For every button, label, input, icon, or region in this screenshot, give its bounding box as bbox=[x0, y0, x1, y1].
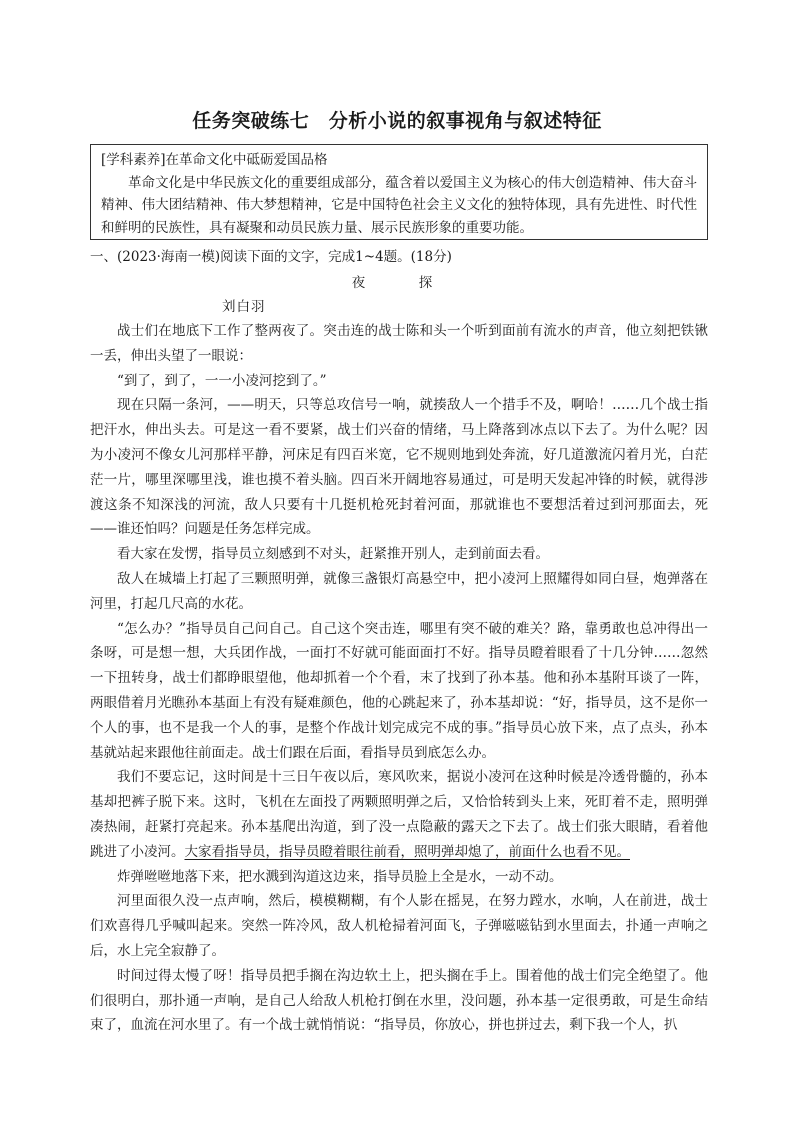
page-title: 任务突破练七 分析小说的叙事视角与叙述特征 bbox=[192, 110, 602, 132]
paragraph: 现在只隔一条河，——明天，只等总攻信号一响，就揍敌人一个措手不及，啊哈！……几个战士指把汗水，伸出头去。可是这一看不要紧，战士们兴奋的情绪，马上降落到冰点以下去了。为什么呢？因为小凌河不像女儿河那样平静，河床足有四百米宽，它不规则地到处奔流，好几道激流闪着月光，白茫茫一片，哪里深哪里浅，谁也摸不着头脑。四百米开阔地容易通过，可是明天发起冲锋的时候，就得涉渡这条不知深浅的河流，敌人只要有十几挺机枪死封着河面，那就谁也不要想活着过到河那面去，死——谁还怕吗？问题是任务怎样完成。 bbox=[90, 397, 708, 538]
paragraph bbox=[90, 765, 708, 864]
paragraph: 战士们在地底下工作了整两夜了。突击连的战士陈和头一个听到面前有流水的声音，他立刻把铁锹一丢，伸出头望了一眼说： bbox=[90, 323, 708, 364]
paragraph: “怎么办？”指导员自己问自己。自己这个突击连，哪里有突不破的难关？路，靠勇敢也总冲得出一条呀，可是想一想，大兵团作战，一面打不好就可能面面打不好。指导员瞪着眼看了十几分钟……忽然一下扭转身，战士们都睁眼望他，他却抓着一个个看，末了找到了孙本基。他和孙本基附耳谈了一阵，两眼借着月光瞧孙本基面上有没有疑难颜色，他的心跳起来了，孙本基却说：“好，指导员，这不是你一个人的事，也不是我一个人的事，是整个作战计划完成完不成的事。”指导员心放下来，点了点头，孙本基就站起来跟他往前面走。战士们跟在后面，看指导员到底怎么办。 bbox=[90, 620, 708, 761]
paragraph: 河里面很久没一点声响，然后，模模糊糊，有个人影在摇晃，在努力蹚水，水响，人在前进，战士们欢喜得几乎喊叫起来。突然一阵冷风，敌人机枪掃着河面飞，子弹嗞嗞钻到水里面去，扑通一声响之后，水上完全寂静了。 bbox=[90, 893, 708, 959]
literacy-text: 革命文化是中华民族文化的重要组成部分，蕴含着以爱国主义为核心的伟大创造精神、伟大奋斗精神、伟大团结精神、伟大梦想精神，它是中国特色社会主义文化的独特体现，具有先进性、时代性和鲜明的民族性，具有凝聚和动员民族力量、展示民族形象的重要功能。 bbox=[101, 174, 697, 236]
story-author: 刘白羽 bbox=[222, 299, 266, 315]
paragraph: 敌人在城墙上打起了三颗照明弹，就像三盏银灯高悬空中，把小凌河上照耀得如同白昼，炮弹落在河里，打起几尺高的水花。 bbox=[90, 570, 708, 612]
literacy-box bbox=[90, 144, 708, 240]
paragraph-text: 我们不要忘记，这时间是十三日午夜以后，寒风吹来，据说小凌河在这种时候是冷透骨髓的，孙本基却把裤子脱下来。这时，飞机在左面投了两颗照明弹之后，又恰恰转到头上来，死盯着不走，照明弹凑热闹，赶紧打亮起来。孙本基爬出沟道，到了没一点隐蔽的露天之下去了。战士们张大眼睛，看着他跳进了小凌河。 bbox=[90, 769, 708, 860]
story-title: 夜 探 bbox=[351, 275, 453, 291]
underlined-sentence: 大家看指导员，指导员瞪着眼往前看，照明弹却熄了，前面什么也看不见。 bbox=[184, 843, 630, 860]
paragraph: 时间过得太慢了呀！指导员把手搁在沟边软土上，把头搁在手上。围着他的战士们完全绝望了。他们很明白，那扑通一声响，是自己人给敌人机枪打倒在水里，没问题，孙本基一定很勇敢，可是生命结束了，血流在河水里了。有一个战士就悄悄说：“指导员，你放心，拼也拼过去，剩下我一个人，扒 bbox=[90, 967, 708, 1034]
question-header: 一、(2023·海南一模)阅读下面的文字，完成1~4题。(18分) bbox=[90, 249, 452, 265]
paragraph: 看大家在发愣，指导员立刻感到不对头，赶紧推开别人，走到前面去看。 bbox=[117, 546, 549, 563]
paragraph: 炸弹咝咝地落下来，把水溅到沟道这边来，指导员脸上全是水，一动不动。 bbox=[117, 868, 563, 885]
story-body bbox=[90, 319, 708, 1038]
literacy-label: [学科素养]在革命文化中砥砺爱国品格 bbox=[101, 152, 328, 168]
paragraph: “到了，到了，一一小凌河挖到了。” bbox=[117, 372, 327, 389]
